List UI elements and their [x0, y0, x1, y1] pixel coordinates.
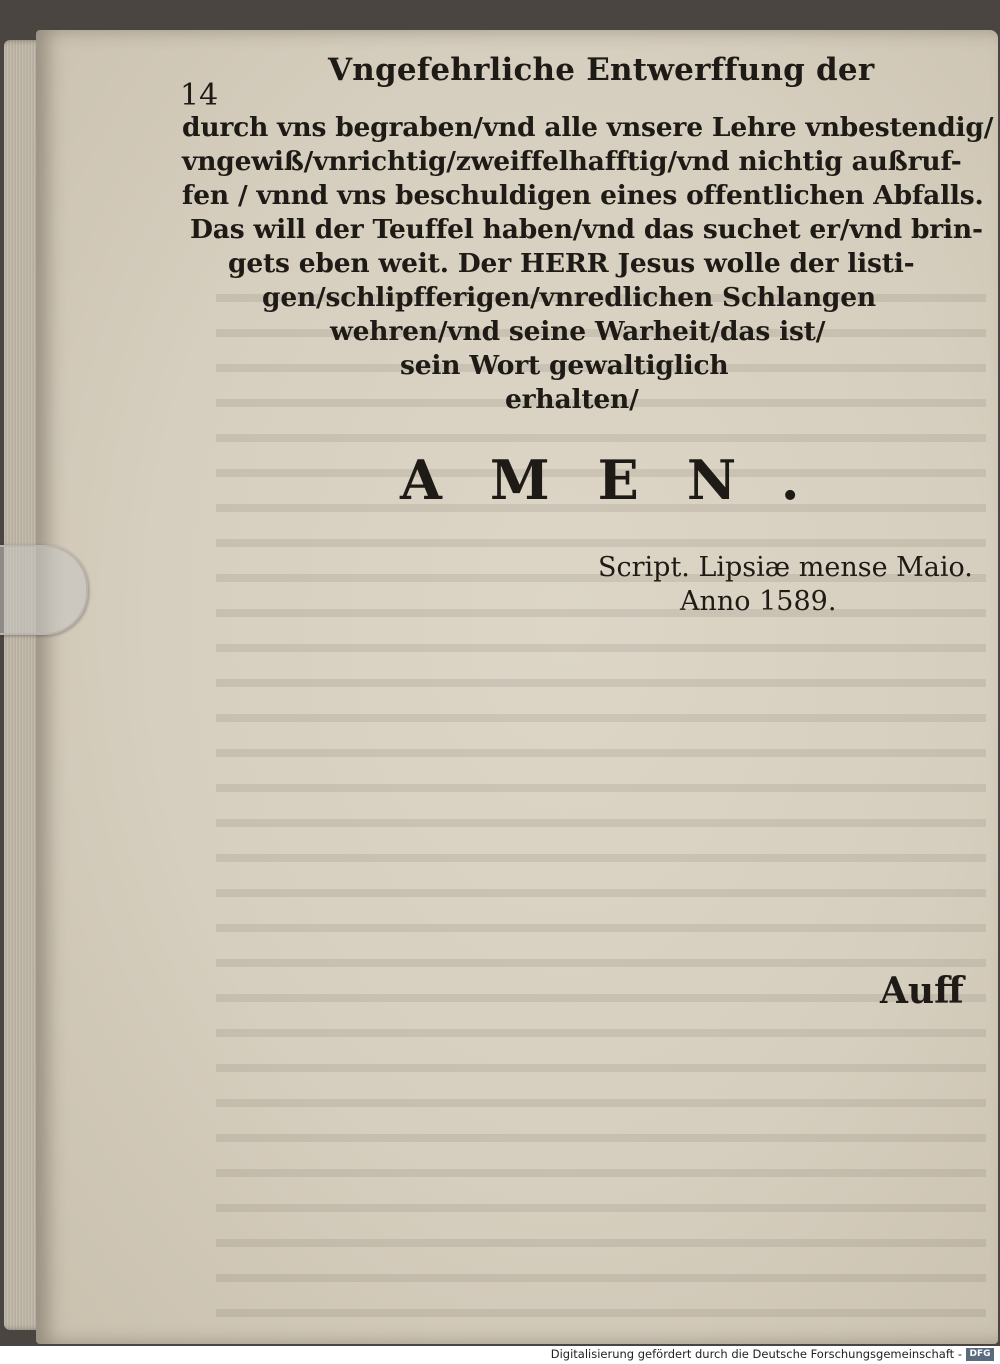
catchword: Auff	[880, 970, 964, 1012]
colophon-place: Script. Lipsiæ mense Maio.	[598, 552, 973, 583]
show-through-text	[216, 280, 986, 1340]
funding-notice: Digitalisierung gefördert durch die Deutsche Forschungsgemeinschaft -	[550, 1347, 962, 1361]
running-head: Vngefehrliche Entwerffung der	[328, 52, 875, 88]
text-line: gen/schlipfferigen/vnredlichen Schlangen	[262, 282, 876, 313]
colophon-year: Anno 1589.	[680, 586, 837, 617]
text-line: sein Wort gewaltiglich	[400, 350, 729, 381]
amen-heading: AMEN.	[400, 448, 848, 512]
page-number: 14	[180, 78, 219, 113]
footer-bar	[0, 1346, 1000, 1364]
text-line: gets eben weit. Der HERR Jesus wolle der listi-	[228, 248, 915, 279]
text-line: fen / vnnd vns beschuldigen eines offentlichen Abfalls.	[182, 180, 984, 211]
text-line: erhalten/	[505, 384, 639, 415]
dfg-logo: DFG	[966, 1348, 994, 1361]
text-line: durch vns begraben/vnd alle vnsere Lehre vnbestendig/	[182, 112, 994, 143]
page-clip	[0, 545, 88, 635]
text-line: wehren/vnd seine Warheit/das ist/	[330, 316, 826, 347]
text-line: Das will der Teuffel haben/vnd das suchet er/vnd brin-	[190, 214, 983, 245]
text-line: vngewiß/vnrichtig/zweiffelhafftig/vnd nichtig außruf-	[182, 146, 962, 177]
